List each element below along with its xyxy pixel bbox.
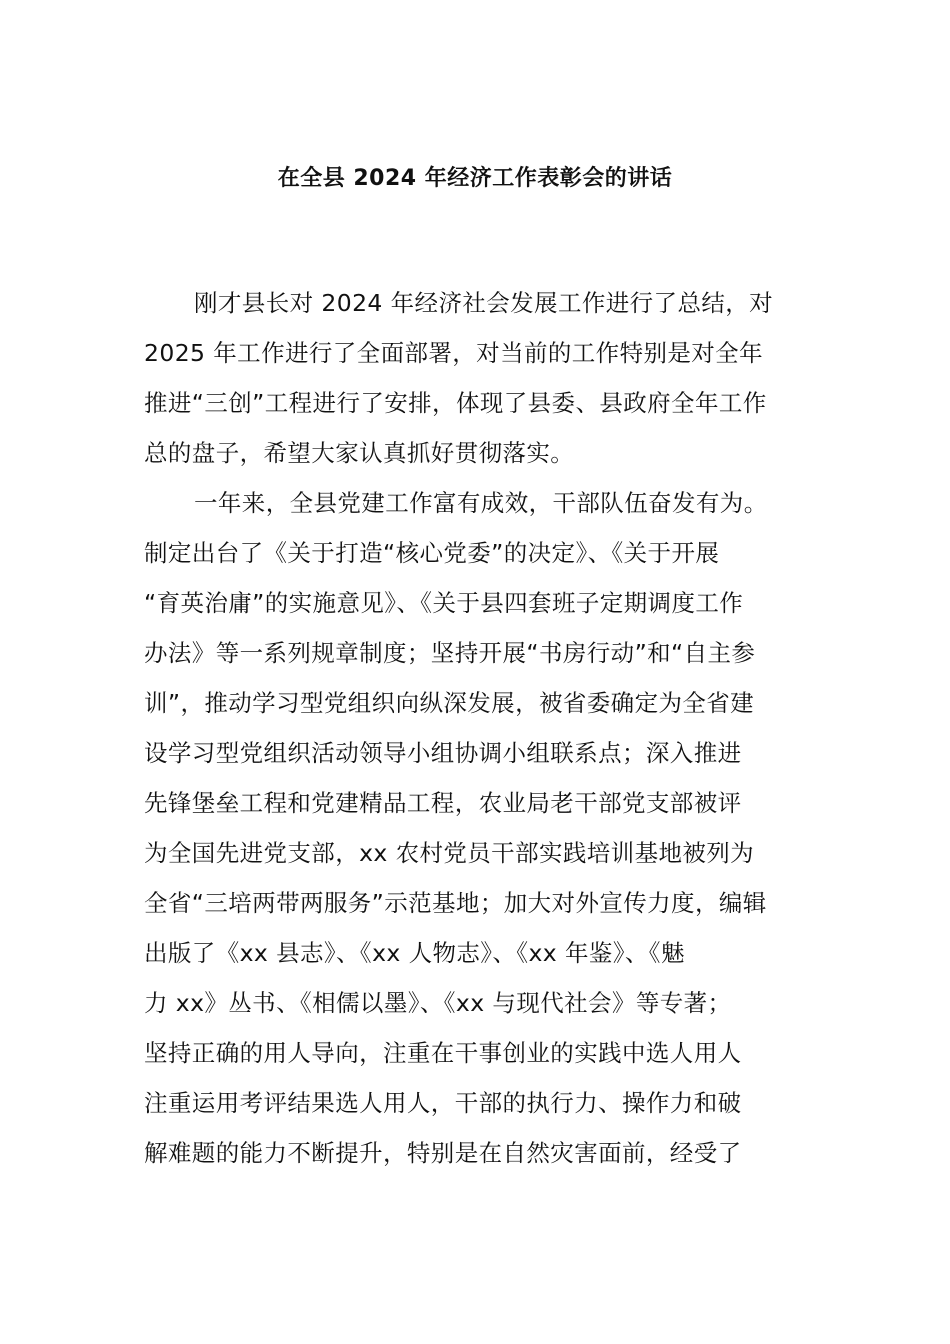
paragraph-2-line-10: 出版了《xx 县志》、《xx 人物志》、《xx 年鉴》、《魅 xyxy=(144,939,685,967)
paragraph-2-line-13: 注重运用考评结果选人用人，干部的执行力、操作力和破 xyxy=(144,1089,742,1117)
paragraph-2-line-12: 坚持正确的用人导向，注重在干事创业的实践中选人用人 xyxy=(144,1039,742,1067)
paragraph-2-line-3: “育英治庸”的实施意见》、《关于县四套班子定期调度工作 xyxy=(144,589,744,617)
paragraph-2-line-9: 全省“三培两带两服务”示范基地；加大对外宣传力度，编辑 xyxy=(144,889,767,917)
paragraph-1-line-4: 总的盘子，希望大家认真抓好贯彻落实。 xyxy=(144,439,575,467)
document-body xyxy=(144,283,809,1183)
paragraph-2-line-5: 训”，推动学习型党组织向纵深发展，被省委确定为全省建 xyxy=(144,689,755,717)
paragraph-2-line-2: 制定出台了《关于打造“核心党委”的决定》、《关于开展 xyxy=(144,539,720,567)
paragraph-2-line-4: 办法》等一系列规章制度；坚持开展“书房行动”和“自主参 xyxy=(144,639,756,667)
document-title: 在全县 2024 年经济工作表彰会的讲话 xyxy=(277,166,673,191)
paragraph-2-line-14: 解难题的能力不断提升，特别是在自然灾害面前，经受了 xyxy=(144,1139,742,1167)
paragraph-2-line-8: 为全国先进党支部，xx 农村党员干部实践培训基地被列为 xyxy=(144,839,755,867)
paragraph-2-line-1: 一年来，全县党建工作富有成效，干部队伍奋发有为。 xyxy=(194,489,768,517)
paragraph-2-line-7: 先锋堡垒工程和党建精品工程，农业局老干部党支部被评 xyxy=(144,789,742,817)
paragraph-2-line-11: 力 xx》丛书、《相儒以墨》、《xx 与现代社会》等专著； xyxy=(144,989,732,1017)
paragraph-1-line-3: 推进“三创”工程进行了安排，体现了县委、县政府全年工作 xyxy=(144,389,767,417)
paragraph-1-line-2: 2025 年工作进行了全面部署，对当前的工作特别是对全年 xyxy=(144,339,763,367)
paragraph-2-line-6: 设学习型党组织活动领导小组协调小组联系点；深入推进 xyxy=(144,739,742,767)
paragraph-1-line-1: 刚才县长对 2024 年经济社会发展工作进行了总结，对 xyxy=(194,289,774,317)
